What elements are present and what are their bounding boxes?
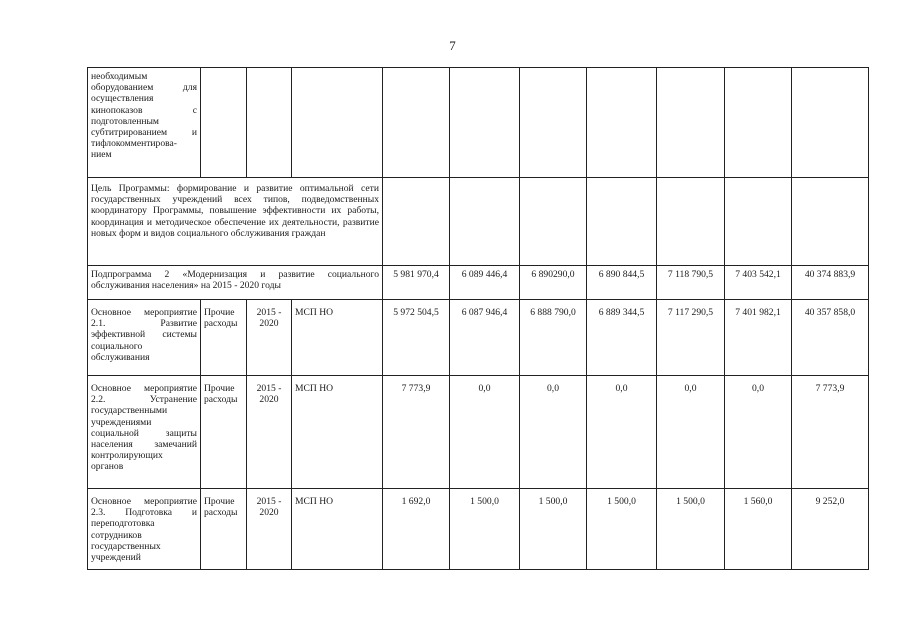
- value-2018: 1 500,0: [587, 489, 657, 570]
- empty-cell: [725, 68, 792, 178]
- table-row-subprogram: [88, 266, 869, 300]
- value-2019: 1 500,0: [657, 489, 725, 570]
- value-2016: 6 089 446,4: [450, 266, 520, 300]
- value-2017: 6 890290,0: [520, 266, 587, 300]
- measure-title: Основное мероприятие 2.1. Развитие эффективной системы социального обслуживания: [88, 300, 201, 376]
- continuation-line: подготовленным: [91, 115, 159, 127]
- measure-source: Прочие расходы: [201, 300, 247, 376]
- value-total: 40 357 858,0: [792, 300, 869, 376]
- value-2020: 7 401 982,1: [725, 300, 792, 376]
- continuation-line: осуществления: [91, 93, 154, 105]
- table-row-measure: [88, 300, 869, 376]
- value-total: 40 374 883,9: [792, 266, 869, 300]
- continuation-line: субтитрированием и: [91, 127, 197, 139]
- value-2018: 6 889 344,5: [587, 300, 657, 376]
- value-2016: 0,0: [450, 376, 520, 489]
- value-2019: 0,0: [657, 376, 725, 489]
- value-2019: 7 117 290,5: [657, 300, 725, 376]
- value-2015: 1 692,0: [383, 489, 450, 570]
- measure-executor: МСП НО: [292, 300, 383, 376]
- empty-cell: [247, 68, 292, 178]
- value-2015: 5 981 970,4: [383, 266, 450, 300]
- value-total: 7 773,9: [792, 376, 869, 489]
- empty-cell: [792, 68, 869, 178]
- continuation-line: тифлокомментирова-: [91, 138, 177, 150]
- empty-cell: [520, 178, 587, 266]
- measure-title: Основное мероприятие 2.2. Устранение государственными учреждениями социальной защиты населения замечаний контролирующих органов: [88, 376, 201, 489]
- program-goal-text: Цель Программы: формирование и развитие оптимальной сети государственных учреждений всех типов, подведомственных координатору Программы, повышение эффективности их работы, координация и методическое обеспечение их деятельности, развитие новых форм и видов социального обслуживания граждан: [88, 178, 383, 266]
- table-row-continuation: [88, 68, 869, 178]
- measure-executor: МСП НО: [292, 376, 383, 489]
- empty-cell: [450, 68, 520, 178]
- measure-period: 2015 - 2020: [247, 300, 292, 376]
- measure-source: Прочие расходы: [201, 489, 247, 570]
- value-total: 9 252,0: [792, 489, 869, 570]
- empty-cell: [587, 68, 657, 178]
- table-row-goal: [88, 178, 869, 266]
- measure-source: Прочие расходы: [201, 376, 247, 489]
- empty-cell: [292, 68, 383, 178]
- value-2020: 1 560,0: [725, 489, 792, 570]
- continuation-line: необходимым: [91, 71, 148, 82]
- empty-cell: [383, 68, 450, 178]
- value-2015: 7 773,9: [383, 376, 450, 489]
- value-2019: 7 118 790,5: [657, 266, 725, 300]
- empty-cell: [725, 178, 792, 266]
- empty-cell: [201, 68, 247, 178]
- subprogram-title: Подпрограмма 2 «Модернизация и развитие социального обслуживания населения» на 2015 - 2020 годы: [88, 266, 383, 300]
- measure-period: 2015 - 2020: [247, 489, 292, 570]
- measure-period: 2015 - 2020: [247, 376, 292, 489]
- continuation-text-cell: [88, 68, 201, 178]
- empty-cell: [383, 178, 450, 266]
- value-2020: 0,0: [725, 376, 792, 489]
- empty-cell: [657, 68, 725, 178]
- table-row-measure: [88, 489, 869, 570]
- empty-cell: [450, 178, 520, 266]
- measure-executor: МСП НО: [292, 489, 383, 570]
- continuation-line: кинопоказов с: [91, 104, 197, 116]
- value-2018: 0,0: [587, 376, 657, 489]
- empty-cell: [587, 178, 657, 266]
- empty-cell: [792, 178, 869, 266]
- table-row-measure: [88, 376, 869, 489]
- value-2016: 1 500,0: [450, 489, 520, 570]
- value-2018: 6 890 844,5: [587, 266, 657, 300]
- continuation-line: оборудованием для: [91, 82, 197, 94]
- continuation-line: нием: [91, 149, 112, 161]
- empty-cell: [520, 68, 587, 178]
- value-2015: 5 972 504,5: [383, 300, 450, 376]
- value-2017: 6 888 790,0: [520, 300, 587, 376]
- measure-title: Основное мероприятие 2.3. Подготовка и переподготовка сотрудников государственных учреждений: [88, 489, 201, 570]
- value-2020: 7 403 542,1: [725, 266, 792, 300]
- value-2017: 1 500,0: [520, 489, 587, 570]
- empty-cell: [657, 178, 725, 266]
- budget-table: [87, 67, 869, 570]
- page-number: 7: [449, 38, 456, 53]
- value-2016: 6 087 946,4: [450, 300, 520, 376]
- value-2017: 0,0: [520, 376, 587, 489]
